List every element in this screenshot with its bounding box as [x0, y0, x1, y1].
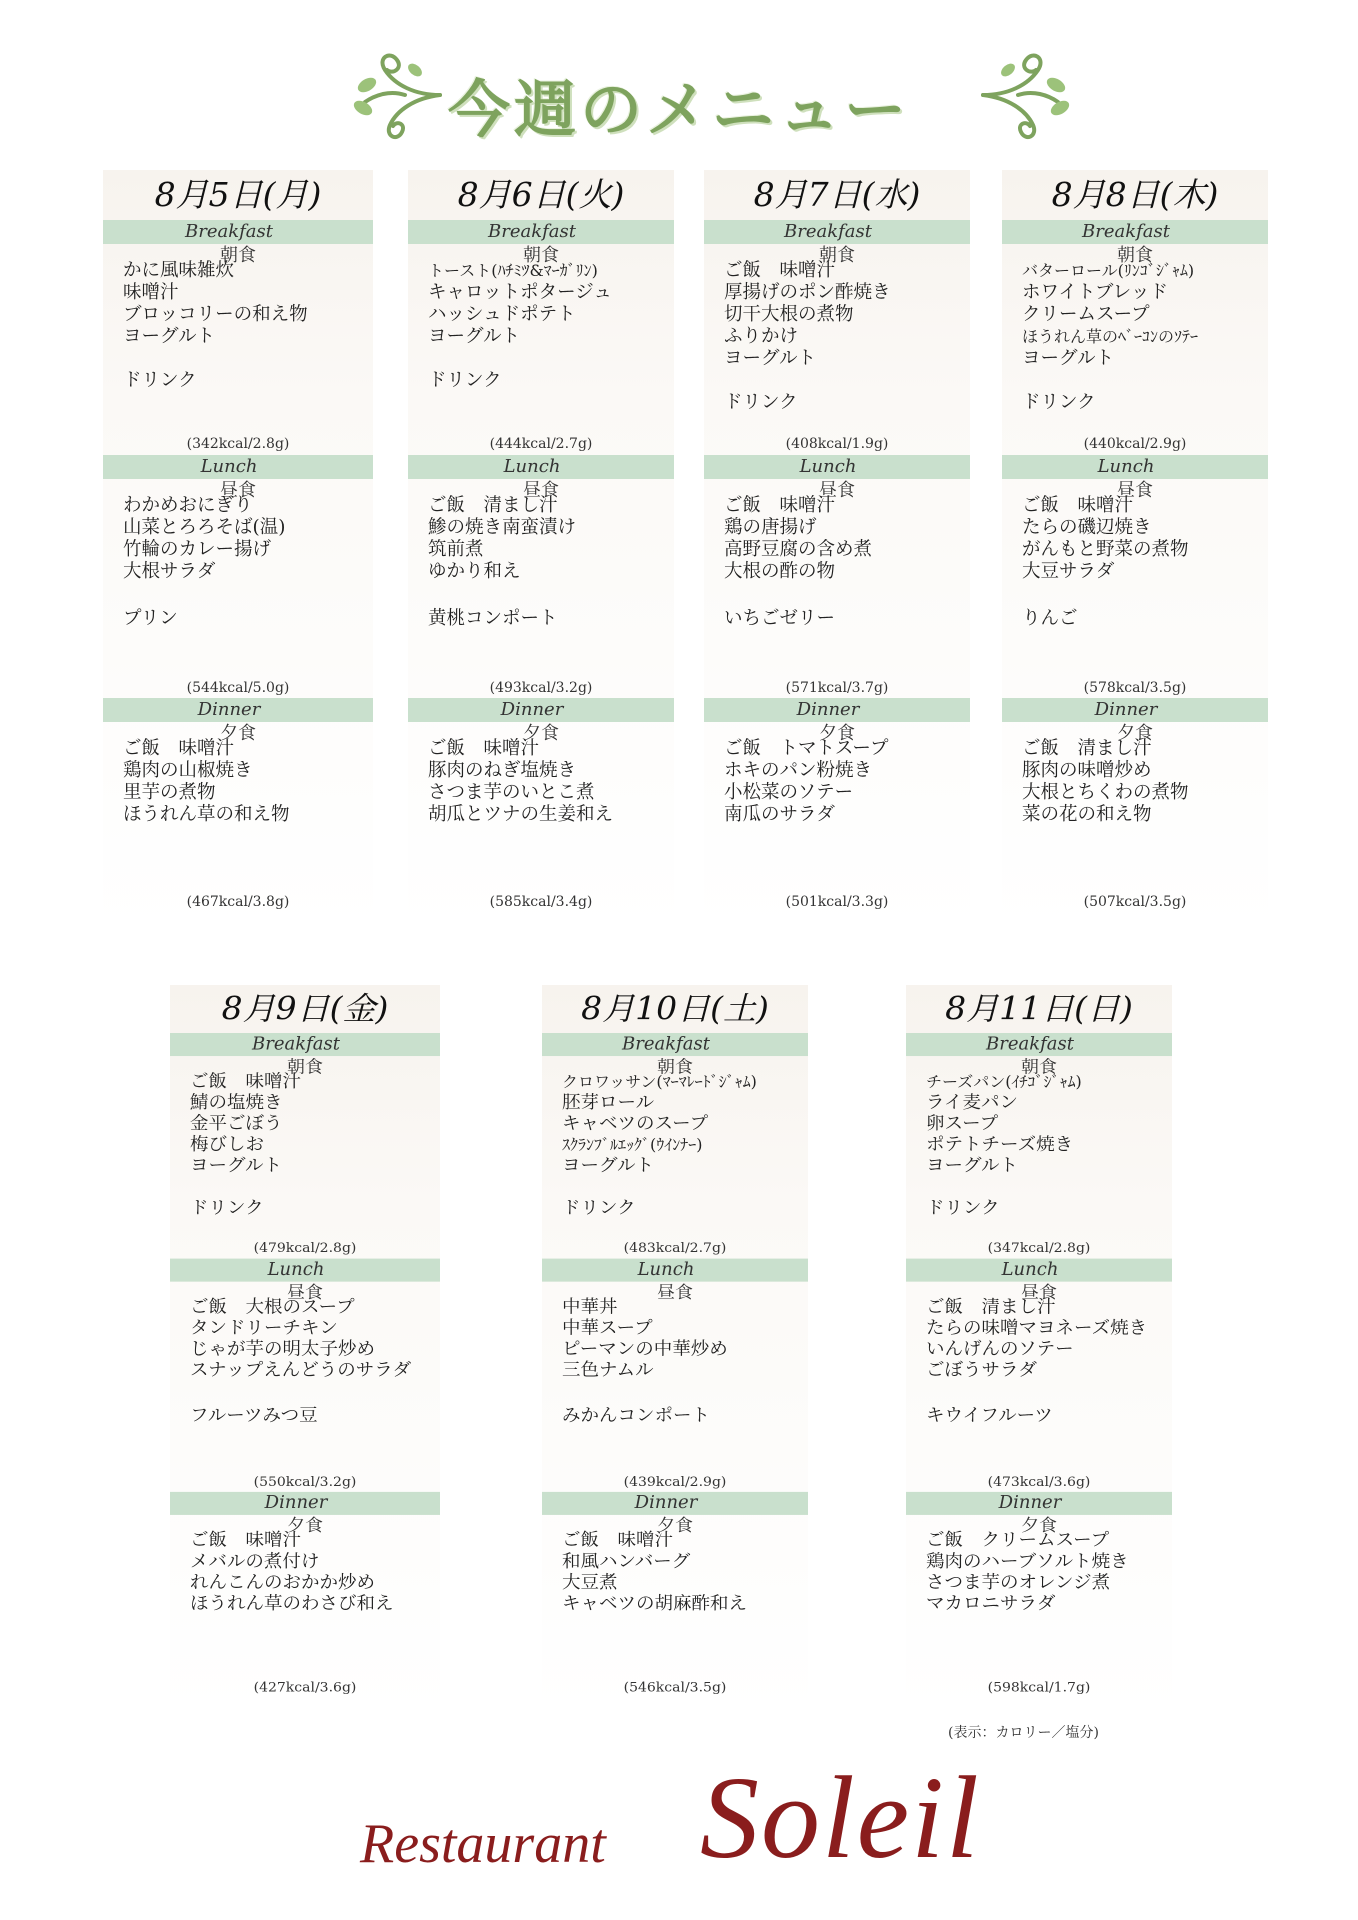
menu-item: ホキのパン粉焼き: [724, 760, 873, 781]
meal-label-jp: 夕食: [287, 1515, 323, 1537]
menu-item: 鶏肉のハーブソルト焼き: [926, 1551, 1129, 1572]
dinner-calories: (467kcal/3.8g): [186, 894, 290, 910]
menu-item: ヨーグルト: [926, 1155, 1018, 1177]
display-note: (表示：カロリー／塩分): [948, 1725, 1099, 1741]
breakfast-items: [926, 1071, 1082, 1177]
menu-item: キャロットポタージュ: [428, 282, 612, 303]
menu-item: じゃが芋の明太子炒め: [190, 1339, 376, 1360]
menu-item: 里芋の煮物: [123, 782, 216, 803]
menu-item: わかめおにぎり: [123, 495, 253, 516]
day-date: 8月8日(木): [1051, 175, 1219, 214]
menu-item: ハッシュドポテト: [428, 304, 576, 325]
menu-item: 金平ごぼう: [190, 1113, 283, 1134]
lunch-items: [926, 1297, 1147, 1381]
dinner-header: [906, 1492, 1172, 1537]
menu-item: 大豆煮: [562, 1572, 618, 1593]
menu-item: ブロッコリーの和え物: [123, 304, 308, 325]
footer-restaurant-label: Restaurant: [360, 1813, 606, 1875]
lunch-calories: (473kcal/3.6g): [987, 1474, 1091, 1490]
menu-item: ｽｸﾗﾝﾌﾞﾙｴｯｸﾞ(ｳｲﾝﾅｰ): [562, 1135, 703, 1154]
meal-label-en: Breakfast: [185, 221, 273, 242]
menu-item: タンドリーチキン: [190, 1318, 338, 1339]
menu-item: 中華スープ: [562, 1318, 653, 1339]
meal-label-en: Dinner: [998, 1492, 1062, 1513]
meal-label-en: Dinner: [197, 699, 261, 720]
menu-item: スナップえんどうのサラダ: [190, 1360, 412, 1381]
menu-item: ご飯 清まし汁: [1022, 738, 1152, 759]
breakfast-drink: ドリンク: [1022, 392, 1096, 413]
day-card: [103, 170, 373, 930]
dinner-items: [428, 738, 613, 826]
menu-item: 大根サラダ: [123, 561, 216, 582]
lunch-items: [190, 1297, 411, 1381]
meal-label-en: Lunch: [637, 1259, 695, 1280]
breakfast-calories: (483kcal/2.7g): [623, 1240, 727, 1256]
day-card: [408, 170, 674, 930]
dinner-items: [562, 1530, 747, 1614]
day-card: [1002, 170, 1268, 930]
right-leaf-ornament-icon: [968, 40, 1078, 150]
menu-item: 筑前煮: [428, 539, 484, 560]
menu-item: キャベツの胡麻酢和え: [562, 1593, 748, 1614]
breakfast-header: [103, 220, 373, 266]
menu-item: ポテトチーズ焼き: [926, 1134, 1074, 1155]
lunch-items: [724, 495, 872, 583]
lunch-items: [562, 1297, 728, 1381]
meal-label-jp: 夕食: [523, 723, 559, 744]
menu-item: 大豆サラダ: [1022, 561, 1115, 582]
meal-label-en: Lunch: [267, 1259, 325, 1280]
menu-item: たらの磯辺焼き: [1022, 517, 1152, 538]
dinner-items: [926, 1530, 1129, 1614]
menu-item: 鶏の唐揚げ: [724, 517, 817, 538]
menu-item: ごぼうサラダ: [926, 1360, 1037, 1381]
breakfast-items: [1022, 260, 1198, 370]
header: [0, 40, 1358, 150]
breakfast-items: [428, 260, 612, 348]
dinner-header: [103, 698, 373, 744]
dinner-header: [408, 698, 674, 744]
dinner-calories: (507kcal/3.5g): [1083, 894, 1187, 910]
dinner-header: [170, 1492, 440, 1537]
meal-label-jp: 朝食: [1021, 1057, 1057, 1078]
menu-item: いんげんのソテー: [926, 1339, 1074, 1360]
breakfast-drink: ドリンク: [562, 1198, 636, 1219]
menu-item: 豚肉の味噌炒め: [1022, 760, 1152, 781]
day-date: 8月10日(土): [581, 989, 769, 1028]
menu-item: キャベツのスープ: [562, 1113, 709, 1134]
meal-label-en: Dinner: [796, 699, 860, 720]
menu-item: 和風ハンバーグ: [562, 1551, 691, 1572]
meal-label-jp: 夕食: [657, 1515, 693, 1537]
breakfast-calories: (440kcal/2.9g): [1083, 436, 1187, 452]
lunch-calories: (550kcal/3.2g): [253, 1474, 357, 1490]
menu-item: 卵スープ: [926, 1113, 999, 1134]
breakfast-header: [704, 220, 970, 266]
lunch-calories: (571kcal/3.7g): [785, 680, 889, 696]
menu-item: ご飯 クリームスープ: [926, 1530, 1110, 1551]
breakfast-drink: ドリンク: [123, 370, 197, 391]
menu-item: ご飯 味噌汁: [724, 260, 836, 281]
lunch-items: [428, 495, 576, 583]
breakfast-header: [170, 1033, 440, 1078]
meal-label-en: Lunch: [1001, 1259, 1059, 1280]
breakfast-calories: (408kcal/1.9g): [785, 436, 889, 452]
menu-item: ヨーグルト: [724, 348, 816, 369]
day-date: 8月11日(日): [945, 989, 1133, 1028]
menu-item: ご飯 味噌汁: [724, 495, 836, 516]
menu-item: ご飯 清まし汁: [926, 1297, 1056, 1318]
meal-label-jp: 昼食: [1021, 1282, 1057, 1303]
lunch-items: [123, 495, 285, 583]
lunch-calories: (493kcal/3.2g): [489, 680, 593, 696]
day-card: [906, 985, 1172, 1715]
meal-label-en: Breakfast: [488, 221, 576, 242]
day-card: [542, 985, 808, 1715]
meal-label-jp: 朝食: [657, 1057, 693, 1078]
menu-item: ご飯 味噌汁: [1022, 495, 1134, 516]
breakfast-calories: (479kcal/2.8g): [253, 1240, 357, 1256]
dinner-header: [542, 1492, 808, 1537]
meal-label-en: Dinner: [634, 1492, 698, 1513]
menu-item: 菜の花の和え物: [1022, 804, 1152, 825]
menu-item: 厚揚げのポン酢焼き: [724, 282, 891, 303]
menu-item: ライ麦パン: [926, 1092, 1018, 1113]
menu-item: ご飯 大根のスープ: [190, 1297, 355, 1318]
menu-item: トースト(ﾊﾁﾐﾂ&ﾏｰｶﾞﾘﾝ): [428, 261, 598, 280]
lunch-items: [1022, 495, 1189, 583]
meal-label-jp: 朝食: [287, 1057, 323, 1078]
lunch-header: [103, 455, 373, 501]
menu-item: ご飯 トマトスープ: [724, 738, 889, 759]
breakfast-calories: (342kcal/2.8g): [186, 436, 290, 452]
breakfast-drink: ドリンク: [724, 392, 798, 413]
menu-item: さつま芋のいとこ煮: [428, 782, 595, 803]
menu-item: かに風味雑炊: [123, 260, 235, 281]
meal-label-jp: 夕食: [1021, 1515, 1057, 1537]
breakfast-items: [190, 1071, 301, 1177]
menu-item: ヨーグルト: [1022, 348, 1114, 369]
meal-label-en: Dinner: [264, 1492, 328, 1513]
menu-item: たらの味噌マヨネーズ焼き: [926, 1318, 1148, 1339]
breakfast-header: [408, 220, 674, 266]
menu-item: 大根の酢の物: [724, 561, 836, 582]
menu-item: 胡瓜とツナの生姜和え: [428, 804, 614, 825]
day-date: 8月5日(月): [154, 175, 322, 214]
menu-item: ヨーグルト: [123, 326, 215, 347]
breakfast-items: [562, 1071, 757, 1177]
dinner-items: [190, 1530, 394, 1614]
lunch-dessert: プリン: [123, 608, 178, 629]
menu-item: ほうれん草のわさび和え: [190, 1593, 394, 1614]
menu-item: ほうれん草のﾍﾞｰｺﾝのｿﾃｰ: [1022, 327, 1199, 346]
menu-item: さつま芋のオレンジ煮: [926, 1572, 1111, 1593]
dinner-header: [1002, 698, 1268, 744]
dinner-calories: (501kcal/3.3g): [785, 894, 889, 910]
page-title: 今週のメニュー: [447, 73, 910, 146]
meal-label-jp: 朝食: [1117, 245, 1153, 266]
dinner-header: [704, 698, 970, 744]
lunch-header: [704, 455, 970, 501]
meal-label-en: Breakfast: [1082, 221, 1170, 242]
meal-label-jp: 昼食: [220, 480, 256, 501]
menu-item: ゆかり和え: [428, 561, 521, 582]
lunch-header: [906, 1259, 1172, 1303]
menu-item: メバルの煮付け: [190, 1551, 320, 1572]
menu-item: がんもと野菜の煮物: [1022, 539, 1189, 560]
breakfast-drink: ドリンク: [926, 1198, 1000, 1219]
menu-item: 南瓜のサラダ: [724, 804, 835, 825]
menu-item: 切干大根の煮物: [724, 304, 854, 325]
breakfast-drink: ドリンク: [190, 1198, 264, 1219]
day-card: [170, 985, 440, 1715]
menu-item: チーズパン(ｲﾁｺﾞｼﾞｬﾑ): [926, 1072, 1082, 1091]
meal-label-jp: 朝食: [523, 245, 559, 266]
menu-item: 胚芽ロール: [562, 1092, 655, 1113]
breakfast-drink: ドリンク: [428, 370, 502, 391]
menu-item: バターロール(ﾘﾝｺﾞｼﾞｬﾑ): [1022, 261, 1195, 280]
menu-item: 小松菜のソテー: [724, 782, 854, 803]
meal-label-en: Dinner: [1094, 699, 1158, 720]
breakfast-header: [906, 1033, 1172, 1078]
lunch-calories: (544kcal/5.0g): [186, 680, 290, 696]
meal-label-en: Breakfast: [784, 221, 872, 242]
lunch-dessert: いちごゼリー: [724, 608, 836, 629]
menu-item: クロワッサン(ﾏｰﾏﾚｰﾄﾞｼﾞｬﾑ): [562, 1072, 757, 1091]
dinner-calories: (585kcal/3.4g): [489, 894, 593, 910]
lunch-calories: (439kcal/2.9g): [623, 1474, 727, 1490]
menu-item: マカロニサラダ: [926, 1593, 1056, 1614]
menu-item: ご飯 味噌汁: [123, 738, 235, 759]
day-date: 8月9日(金): [221, 989, 389, 1028]
lunch-dessert: みかんコンポート: [562, 1405, 711, 1426]
meal-label-en: Breakfast: [986, 1033, 1074, 1055]
menu-item: 竹輪のカレー揚げ: [123, 539, 272, 560]
menu-item: 梅びしお: [190, 1134, 265, 1155]
meal-label-en: Lunch: [503, 456, 561, 477]
meal-label-jp: 夕食: [819, 723, 855, 744]
dinner-calories: (598kcal/1.7g): [987, 1680, 1091, 1696]
menu-item: 高野豆腐の含め煮: [724, 539, 873, 560]
meal-label-en: Lunch: [200, 456, 258, 477]
meal-label-jp: 朝食: [819, 245, 855, 266]
lunch-header: [408, 455, 674, 501]
dinner-items: [724, 738, 888, 826]
menu-item: ご飯 味噌汁: [562, 1530, 674, 1551]
meal-label-jp: 朝食: [220, 245, 256, 266]
menu-item: ご飯 味噌汁: [190, 1071, 302, 1092]
menu-item: ご飯 味噌汁: [428, 738, 540, 759]
dinner-items: [1022, 738, 1189, 826]
menu-item: ご飯 清まし汁: [428, 495, 558, 516]
menu-item: 大根とちくわの煮物: [1022, 782, 1189, 803]
breakfast-items: [724, 260, 891, 370]
day-card: [704, 170, 970, 930]
lunch-dessert: 黄桃コンポート: [428, 608, 558, 629]
meal-label-en: Breakfast: [252, 1033, 340, 1055]
meal-label-jp: 昼食: [523, 480, 559, 501]
meal-label-en: Dinner: [500, 699, 564, 720]
meal-label-jp: 夕食: [220, 723, 256, 744]
menu-item: 鯵の焼き南蛮漬け: [428, 517, 577, 538]
menu-item: 山菜とろろそば(温): [123, 517, 286, 538]
meal-label-jp: 昼食: [1117, 480, 1153, 501]
meal-label-en: Lunch: [799, 456, 857, 477]
dinner-calories: (546kcal/3.5g): [623, 1680, 727, 1696]
menu-item: 豚肉のねぎ塩焼き: [428, 760, 577, 781]
meal-label-en: Lunch: [1097, 456, 1155, 477]
meal-label-jp: 昼食: [819, 480, 855, 501]
menu-item: ヨーグルト: [428, 326, 520, 347]
menu-item: ほうれん草の和え物: [123, 804, 290, 825]
menu-item: クリームスープ: [1022, 304, 1150, 325]
lunch-calories: (578kcal/3.5g): [1083, 680, 1187, 696]
menu-item: ご飯 味噌汁: [190, 1530, 302, 1551]
meal-label-jp: 夕食: [1117, 723, 1153, 744]
lunch-dessert: りんご: [1022, 608, 1078, 629]
meal-label-en: Breakfast: [622, 1033, 710, 1055]
lunch-dessert: キウイフルーツ: [926, 1405, 1053, 1426]
breakfast-items: [123, 260, 308, 348]
lunch-header: [170, 1259, 440, 1303]
lunch-header: [1002, 455, 1268, 501]
menu-item: ヨーグルト: [190, 1155, 282, 1177]
breakfast-calories: (444kcal/2.7g): [489, 436, 593, 452]
meal-label-jp: 昼食: [287, 1282, 323, 1303]
menu-item: 鶏肉の山椒焼き: [123, 760, 253, 781]
menu-item: 鯖の塩焼き: [190, 1092, 283, 1113]
day-date: 8月7日(水): [753, 175, 921, 214]
day-date: 8月6日(火): [457, 175, 625, 214]
breakfast-header: [542, 1033, 808, 1078]
menu-item: 味噌汁: [123, 282, 179, 303]
menu-item: 三色ナムル: [562, 1360, 654, 1381]
dinner-items: [123, 738, 290, 826]
menu-item: ふりかけ: [724, 326, 799, 347]
footer-restaurant-name: Soleil: [700, 1752, 981, 1883]
breakfast-calories: (347kcal/2.8g): [987, 1240, 1091, 1256]
menu-item: ヨーグルト: [562, 1155, 654, 1177]
meal-label-jp: 昼食: [657, 1282, 693, 1303]
breakfast-header: [1002, 220, 1268, 266]
menu-item: 中華丼: [562, 1297, 618, 1318]
menu-item: れんこんのおかか炒め: [190, 1572, 376, 1593]
menu-item: ホワイトブレッド: [1022, 282, 1168, 303]
dinner-calories: (427kcal/3.6g): [253, 1680, 357, 1696]
lunch-dessert: フルーツみつ豆: [190, 1405, 318, 1426]
lunch-header: [542, 1259, 808, 1303]
menu-item: ピーマンの中華炒め: [562, 1339, 728, 1360]
